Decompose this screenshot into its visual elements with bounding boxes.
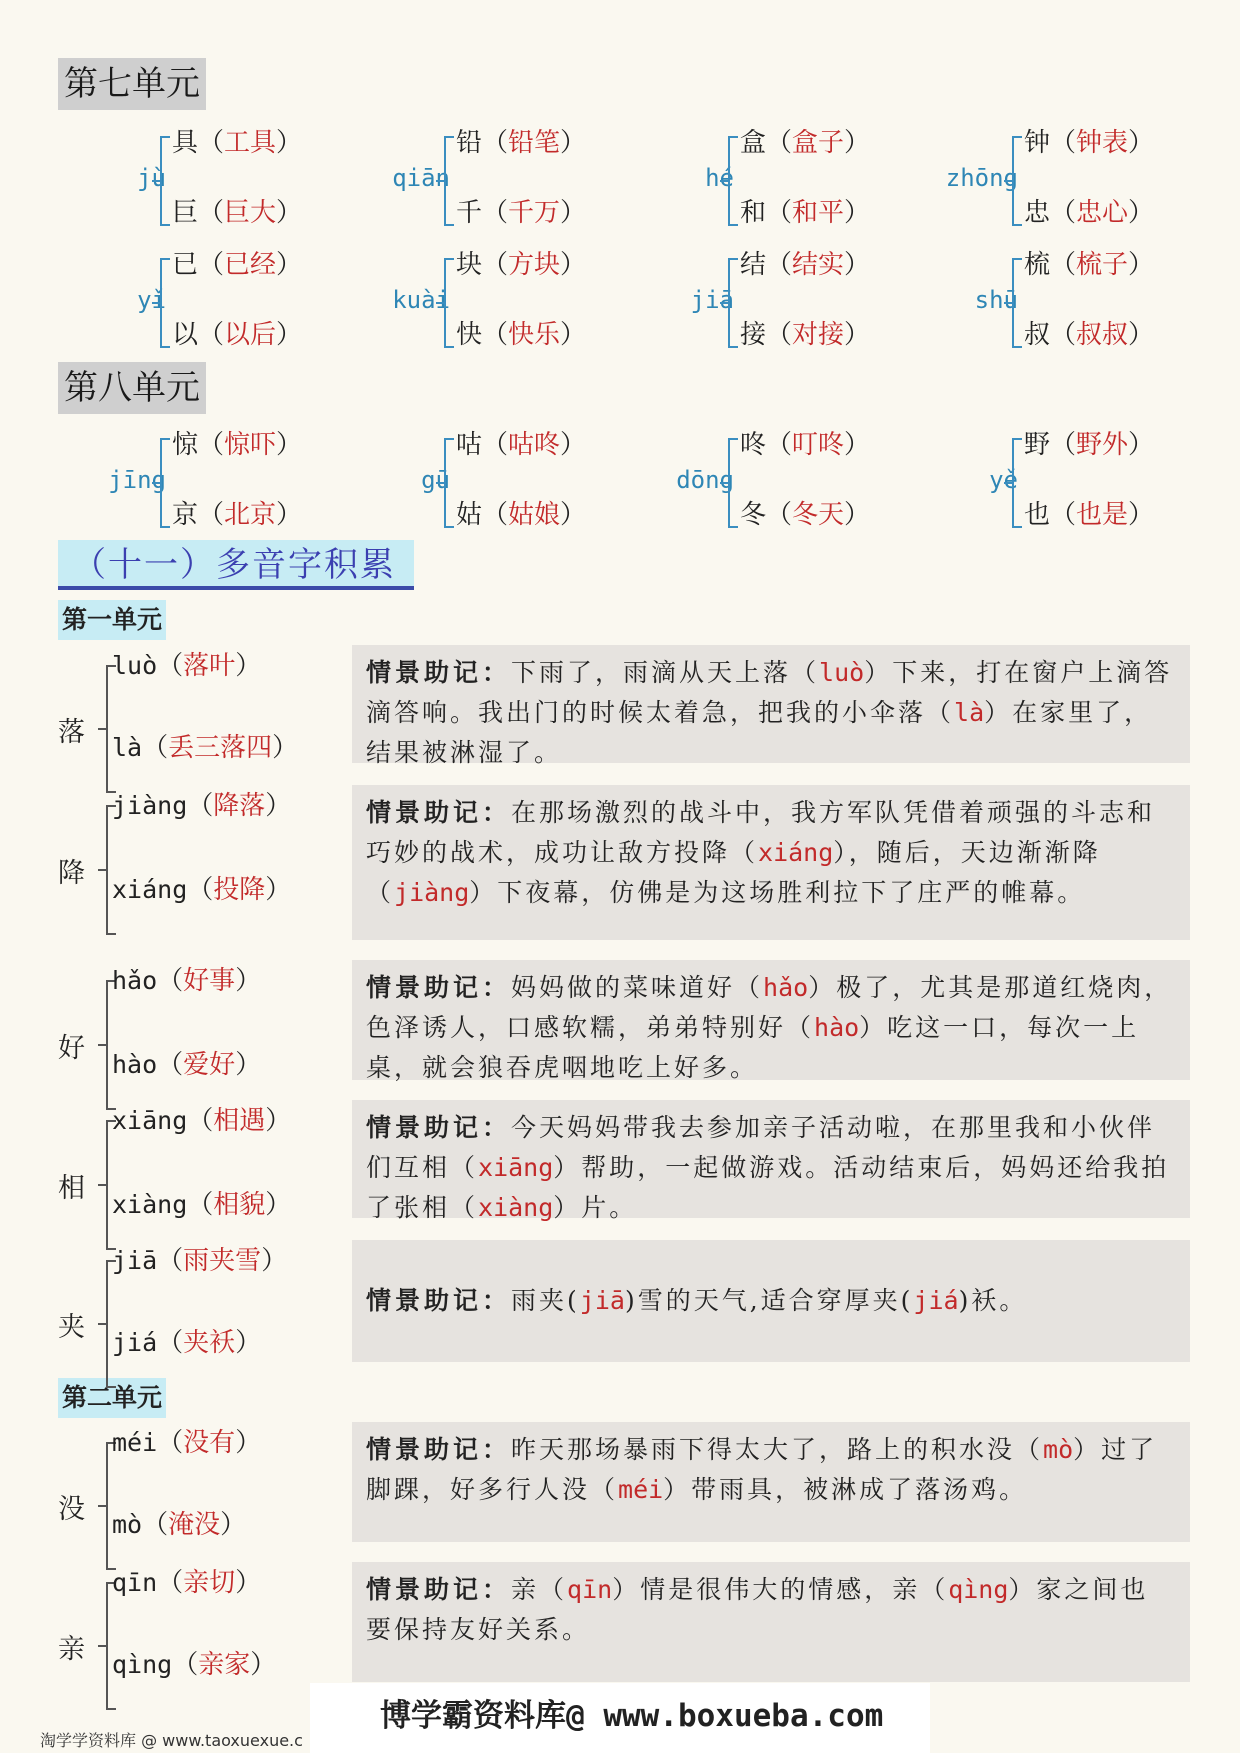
polyphone-group: [328, 250, 598, 350]
polyphone-group: [44, 128, 314, 228]
reading-pinyin: qìng: [112, 1650, 173, 1679]
reading-row: jiàng（降落）: [112, 791, 292, 821]
mnemonic-label: 情景助记：: [366, 1575, 512, 1604]
bracket: [1012, 438, 1022, 528]
reading-word: 好事: [183, 966, 236, 996]
mnemonic-pinyin: là: [954, 698, 985, 727]
reading-row: qìng（亲家）: [112, 1650, 277, 1680]
reading-row: xiàng（相貌）: [112, 1190, 292, 1220]
mnemonic-pinyin: xiáng: [758, 838, 834, 867]
reading-word: 降落: [213, 791, 266, 821]
mnemonic-pinyin: jiá: [913, 1286, 959, 1315]
mnemonic-box: [352, 645, 1190, 767]
reading-word: 爱好: [183, 1050, 236, 1080]
mnemonic-pinyin: qīn: [567, 1575, 613, 1604]
char: 具: [172, 128, 199, 158]
reading-row: qīn（亲切）: [112, 1568, 262, 1598]
char: 野: [1024, 430, 1051, 460]
polyphone-group: [328, 430, 598, 530]
word: 野外: [1076, 430, 1129, 460]
polyphone-char: 亲: [58, 1634, 85, 1665]
reading-word: 亲切: [183, 1568, 236, 1598]
word: 方块: [508, 250, 561, 280]
char-row: 盒（盒子）: [740, 128, 871, 158]
mnemonic-text: ）极了，尤其是那道红烧肉，色泽诱人，口感软糯，弟弟特别好（: [366, 973, 1173, 1042]
bracket: [160, 136, 170, 226]
pinyin: jù: [137, 164, 166, 192]
mnemonic-text: ）片。: [553, 1193, 638, 1222]
char-row: 惊（惊吓）: [172, 430, 303, 460]
reading-pinyin: jiàng: [112, 791, 188, 820]
char-row: 钟（钟表）: [1024, 128, 1155, 158]
mnemonic-text: )袄。: [958, 1286, 1028, 1315]
reading-word: 夹袄: [183, 1328, 236, 1358]
char-row: 快（快乐）: [456, 320, 587, 350]
mnemonic-paragraph: [366, 1430, 1176, 1510]
pinyin: yě: [989, 466, 1018, 494]
mnemonic-pinyin: hǎo: [763, 973, 809, 1002]
char: 巨: [172, 198, 199, 228]
polyphone-entry: [58, 1422, 1188, 1552]
reading-row: jiā（雨夹雪）: [112, 1246, 288, 1276]
char: 块: [456, 250, 483, 280]
pinyin: dōng: [676, 466, 734, 494]
char-row: 接（对接）: [740, 320, 871, 350]
pinyin: gū: [421, 466, 450, 494]
mnemonic-label: 情景助记：: [366, 658, 512, 687]
word: 叔叔: [1076, 320, 1129, 350]
polyphone-group: [896, 128, 1166, 228]
char: 快: [456, 320, 483, 350]
reading-row: xiāng（相遇）: [112, 1106, 292, 1136]
reading-word: 落叶: [183, 651, 236, 681]
polyphone-char: 降: [58, 858, 85, 889]
mnemonic-text: 在那场激烈的战斗中，我方军队凭借着顽强的斗志和巧妙的战术，成功让敌方投降（: [366, 798, 1156, 867]
char: 叔: [1024, 320, 1051, 350]
mnemonic-box: [352, 960, 1190, 1080]
mnemonic-box: [352, 785, 1190, 940]
mnemonic-text: ）过了脚踝，好多行人没（: [366, 1435, 1158, 1504]
reading-word: 相遇: [213, 1106, 266, 1136]
mnemonic-text: ）家之间也要保持友好关系。: [366, 1575, 1149, 1644]
reading-word: 亲家: [198, 1650, 251, 1680]
unit7-title: 第七单元: [58, 58, 206, 110]
mnemonic-pinyin: jiā: [579, 1286, 625, 1315]
char-row: 姑（姑娘）: [456, 500, 587, 530]
mnemonic-box: [352, 1422, 1190, 1542]
mnemonic-paragraph: [366, 1281, 1027, 1321]
word: 也是: [1076, 500, 1129, 530]
mnemonic-text: 雨夹(: [511, 1286, 580, 1315]
reading-pinyin: hào: [112, 1050, 158, 1079]
word: 咕咚: [508, 430, 561, 460]
polyphone-entry: [58, 1100, 1188, 1228]
reading-row: jiá（夹袄）: [112, 1328, 262, 1358]
char: 姑: [456, 500, 483, 530]
char: 铅: [456, 128, 483, 158]
word: 结实: [792, 250, 845, 280]
polyphone-entry: [58, 1240, 1188, 1372]
polyphone-group: [612, 250, 882, 350]
pinyin: shū: [974, 286, 1018, 314]
mnemonic-text: ）情是很伟大的情感，亲（: [612, 1575, 949, 1604]
mnemonic-box: [352, 1562, 1190, 1682]
char-row: 铅（铅笔）: [456, 128, 587, 158]
unit1-label: 第一单元: [58, 600, 166, 640]
polyphone-char: 夹: [58, 1312, 85, 1343]
word: 铅笔: [508, 128, 561, 158]
word: 冬天: [792, 500, 845, 530]
mnemonic-label: 情景助记：: [366, 973, 512, 1002]
bracket: [444, 136, 454, 226]
mnemonic-pinyin: mò: [1043, 1435, 1074, 1464]
char: 钟: [1024, 128, 1051, 158]
mnemonic-label: 情景助记：: [366, 1286, 512, 1315]
bracket: [728, 136, 738, 226]
reading-pinyin: hǎo: [112, 966, 158, 995]
polyphone-group: [612, 128, 882, 228]
mnemonic-paragraph: [366, 968, 1176, 1088]
mnemonic-label: 情景助记：: [366, 1113, 512, 1142]
char: 已: [172, 250, 199, 280]
char: 以: [172, 320, 199, 350]
polyphone-char: 落: [58, 717, 85, 748]
mnemonic-text: )雪的天气,适合穿厚夹(: [624, 1286, 914, 1315]
mnemonic-label: 情景助记：: [366, 1435, 512, 1464]
pinyin: yǐ: [137, 286, 166, 314]
word: 千万: [508, 198, 561, 228]
word: 钟表: [1076, 128, 1129, 158]
unit2-label: 第二单元: [58, 1378, 166, 1418]
reading-pinyin: jiá: [112, 1328, 158, 1357]
char-row: 京（北京）: [172, 500, 303, 530]
footer-watermark: 博学霸资料库@ www.boxueba.com: [380, 1698, 884, 1734]
char-row: 咕（咕咚）: [456, 430, 587, 460]
pinyin: zhōng: [945, 164, 1018, 192]
polyphone-char: 相: [58, 1173, 85, 1204]
reading-word: 雨夹雪: [183, 1246, 262, 1276]
reading-pinyin: xiāng: [112, 1106, 188, 1135]
char: 结: [740, 250, 767, 280]
reading-row: méi（没有）: [112, 1428, 262, 1458]
bracket: [444, 438, 454, 528]
reading-pinyin: là: [112, 733, 143, 762]
polyphone-group: [44, 250, 314, 350]
mnemonic-paragraph: [366, 793, 1176, 913]
mnemonic-paragraph: [366, 1108, 1176, 1228]
mnemonic-text: ）在家里了，结果被淋湿了。: [366, 698, 1153, 767]
mnemonic-text: ）下来，打在窗户上滴答滴答响。我出门的时候太着急，把我的小伞落（: [366, 658, 1173, 727]
word: 工具: [224, 128, 277, 158]
bracket: [444, 258, 454, 348]
polyphone-entry: [58, 785, 1188, 950]
char: 和: [740, 198, 767, 228]
mnemonic-text: 昨天那场暴雨下得太大了，路上的积水没（: [511, 1435, 1044, 1464]
char-row: 忠（忠心）: [1024, 198, 1155, 228]
polyphone-entry: [58, 960, 1188, 1090]
word: 盒子: [792, 128, 845, 158]
mnemonic-pinyin: xiāng: [478, 1153, 554, 1182]
reading-row: hào（爱好）: [112, 1050, 262, 1080]
reading-pinyin: xiàng: [112, 1190, 188, 1219]
unit8-title: 第八单元: [58, 362, 206, 414]
char-row: 叔（叔叔）: [1024, 320, 1155, 350]
word: 快乐: [508, 320, 561, 350]
polyphone-char: 没: [58, 1494, 85, 1525]
char: 京: [172, 500, 199, 530]
char: 忠: [1024, 198, 1051, 228]
reading-word: 丢三落四: [168, 733, 273, 763]
char-row: 冬（冬天）: [740, 500, 871, 530]
bracket: [160, 258, 170, 348]
mnemonic-text: 亲（: [511, 1575, 568, 1604]
reading-word: 投降: [213, 875, 266, 905]
word: 以后: [224, 320, 277, 350]
mnemonic-text: 下雨了，雨滴从天上落（: [511, 658, 820, 687]
word: 和平: [792, 198, 845, 228]
word: 叮咚: [792, 430, 845, 460]
char-row: 野（野外）: [1024, 430, 1155, 460]
mnemonic-pinyin: luò: [819, 658, 865, 687]
reading-row: mò（淹没）: [112, 1510, 247, 1540]
mnemonic-box: [352, 1240, 1190, 1362]
section11-title: （十一）多音字积累: [58, 540, 414, 590]
bracket: [1012, 258, 1022, 348]
polyphone-group: [612, 430, 882, 530]
reading-pinyin: luò: [112, 651, 158, 680]
reading-row: là（丢三落四）: [112, 733, 299, 763]
char-row: 块（方块）: [456, 250, 587, 280]
word: 惊吓: [224, 430, 277, 460]
char-row: 千（千万）: [456, 198, 587, 228]
pinyin: kuài: [392, 286, 450, 314]
char: 盒: [740, 128, 767, 158]
char: 千: [456, 198, 483, 228]
char-row: 咚（叮咚）: [740, 430, 871, 460]
mnemonic-text: 今天妈妈带我去参加亲子活动啦，在那里我和小伙伴们互相（: [366, 1113, 1156, 1182]
char-row: 结（结实）: [740, 250, 871, 280]
char-row: 以（以后）: [172, 320, 303, 350]
char: 咕: [456, 430, 483, 460]
mnemonic-pinyin: jiàng: [394, 878, 470, 907]
bracket: [160, 438, 170, 528]
polyphone-group: [328, 128, 598, 228]
char: 梳: [1024, 250, 1051, 280]
char: 也: [1024, 500, 1051, 530]
mnemonic-text: ）带雨具，被淋成了落汤鸡。: [663, 1475, 1028, 1504]
reading-pinyin: mò: [112, 1510, 143, 1539]
mnemonic-text: ）帮助，一起做游戏。活动结束后，妈妈还给我拍了张相（: [366, 1153, 1170, 1222]
mnemonic-pinyin: méi: [618, 1475, 664, 1504]
mnemonic-box: [352, 1100, 1190, 1222]
word: 姑娘: [508, 500, 561, 530]
polyphone-group: [896, 250, 1166, 350]
mnemonic-text: ）下夜幕，仿佛是为这场胜利拉下了庄严的帷幕。: [469, 878, 1086, 907]
polyphone-group: [896, 430, 1166, 530]
mnemonic-paragraph: [366, 653, 1176, 773]
char-row: 已（已经）: [172, 250, 303, 280]
word: 已经: [224, 250, 277, 280]
pinyin: jīng: [108, 466, 166, 494]
polyphone-group: [44, 430, 314, 530]
reading-word: 相貌: [213, 1190, 266, 1220]
word: 对接: [792, 320, 845, 350]
reading-word: 淹没: [168, 1510, 221, 1540]
mnemonic-text: ）吃这一口，每次一上桌，就会狼吞虎咽地吃上好多。: [366, 1013, 1140, 1082]
reading-pinyin: xiáng: [112, 875, 188, 904]
pinyin: qiān: [392, 164, 450, 192]
reading-pinyin: méi: [112, 1428, 158, 1457]
char-row: 巨（巨大）: [172, 198, 303, 228]
char: 冬: [740, 500, 767, 530]
polyphone-entry: [58, 645, 1188, 773]
mnemonic-paragraph: [366, 1570, 1176, 1650]
reading-word: 没有: [183, 1428, 236, 1458]
reading-row: xiáng（投降）: [112, 875, 292, 905]
footer-source: 淘学学资料库 @ www.taoxuexue.c: [40, 1731, 303, 1750]
word: 巨大: [224, 198, 277, 228]
char: 咚: [740, 430, 767, 460]
word: 忠心: [1076, 198, 1129, 228]
reading-pinyin: qīn: [112, 1568, 158, 1597]
mnemonic-pinyin: xiàng: [478, 1193, 554, 1222]
char: 惊: [172, 430, 199, 460]
mnemonic-label: 情景助记：: [366, 798, 512, 827]
mnemonic-text: ），随后，天边渐渐降（: [366, 838, 1101, 907]
mnemonic-text: 妈妈做的菜味道好（: [511, 973, 764, 1002]
reading-row: luò（落叶）: [112, 651, 262, 681]
char-row: 和（和平）: [740, 198, 871, 228]
pinyin: hé: [705, 164, 734, 192]
mnemonic-pinyin: hào: [814, 1013, 860, 1042]
bracket: [728, 258, 738, 348]
char-row: 也（也是）: [1024, 500, 1155, 530]
reading-pinyin: jiā: [112, 1246, 158, 1275]
mnemonic-pinyin: qìng: [948, 1575, 1009, 1604]
pinyin: jiā: [690, 286, 734, 314]
word: 北京: [224, 500, 277, 530]
word: 梳子: [1076, 250, 1129, 280]
bracket: [1012, 136, 1022, 226]
bracket: [728, 438, 738, 528]
reading-row: hǎo（好事）: [112, 966, 262, 996]
polyphone-entry: [58, 1562, 1188, 1692]
char-row: 具（工具）: [172, 128, 303, 158]
char-row: 梳（梳子）: [1024, 250, 1155, 280]
char: 接: [740, 320, 767, 350]
polyphone-char: 好: [58, 1033, 85, 1064]
